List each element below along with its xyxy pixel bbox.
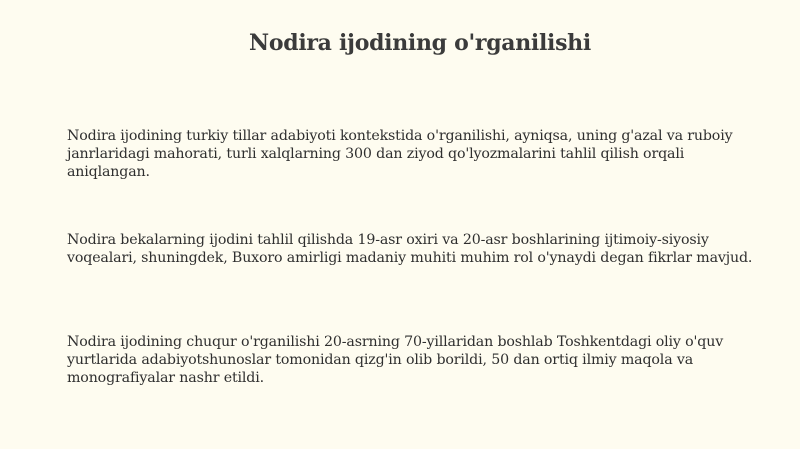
paragraph-1: Nodira ijodining turkiy tillar adabiyoti kontekstida o'rganilishi, ayniqsa, uning g'azal va ruboiy janrlaridagi mahorati, turli xalqlarning 300 dan ziyod qo'lyozmalarini tahlil qilish orqali aniqlangan. — [67, 128, 733, 180]
paragraph-3: Nodira ijodining chuqur o'rganilishi 20-asrning 70-yillaridan boshlab Toshkentdagi oliy o'quv yurtlarida adabiyotshunoslar tomonidan qizg'in olib borildi, 50 dan ortiq ilmiy maqola va monografiyalar nashr etildi. — [67, 334, 724, 386]
slide-title: Nodira ijodining o'rganilishi — [249, 30, 591, 56]
paragraph-2: Nodira bekalarning ijodini tahlil qilishda 19-asr oxiri va 20-asr boshlarining ijtimoiy-siyosiy voqealari, shuningdek, Buxoro amirligi madaniy muhiti muhim rol o'ynaydi degan fikrlar mavjud. — [67, 232, 753, 266]
